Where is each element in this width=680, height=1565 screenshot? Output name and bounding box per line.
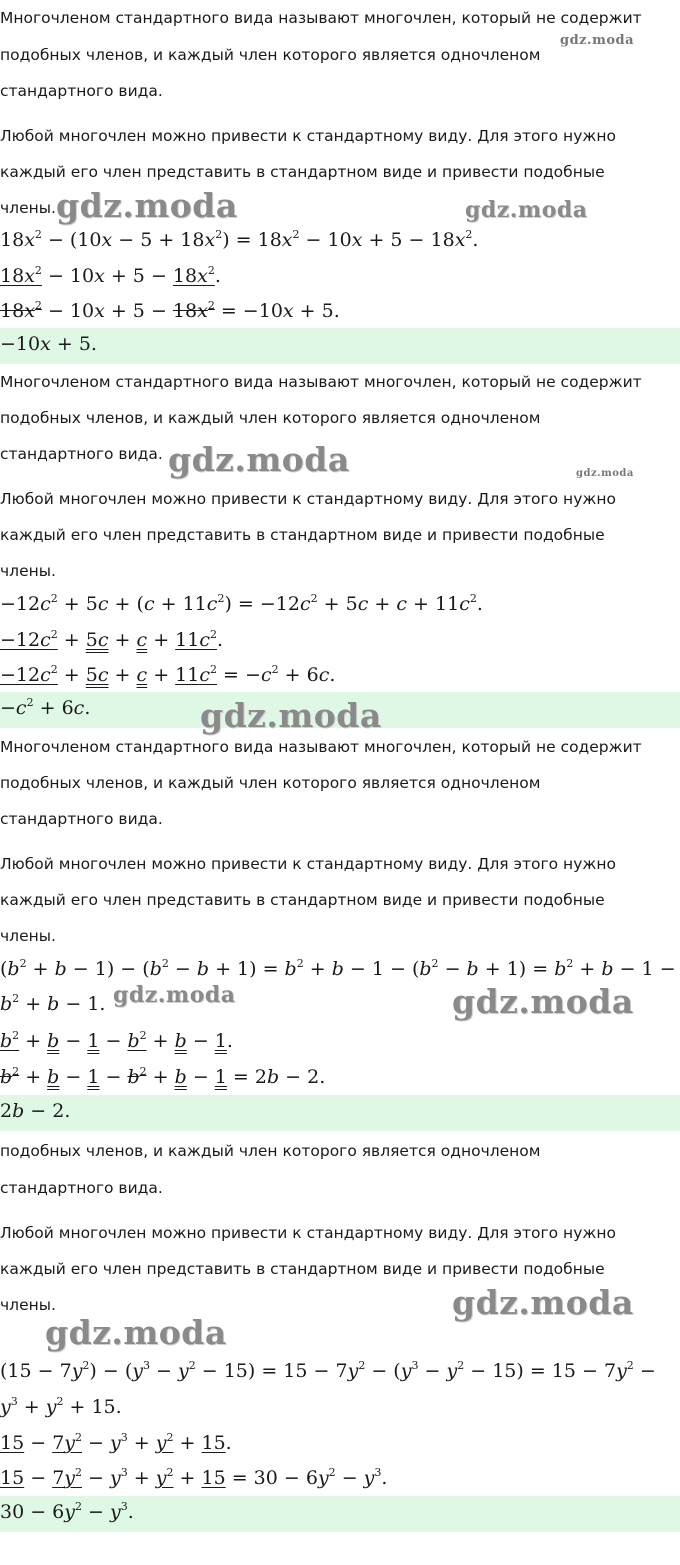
answer: −10x + 5. [0, 333, 97, 355]
definition-line-1: Многочленом стандартного вида называют многочлен, который не содержит [0, 738, 642, 756]
math-line: $(15 - 7y^2) - (y^3 - y^2 - 15) = 15 - 7y^2 - (y^3 - y^2 - 15) = 15 - 7y^2$ − [0, 1359, 656, 1382]
answer: $30 - 6y^2 - y^3$. [0, 1500, 134, 1523]
definition-line-3: стандартного вида. [0, 445, 163, 463]
rule-line-2: каждый его член представить в стандартном виде и привести подобные [0, 1260, 605, 1278]
rule-line-2: каждый его член представить в стандартном виде и привести подобные [0, 891, 605, 909]
watermark: gdz.moda [465, 197, 588, 223]
rule-line-2: каждый его член представить в стандартном виде и привести подобные [0, 526, 605, 544]
math-line: $b^2 + b - 1 - b^2 + b - 1 = 2b - 2$. [0, 1065, 326, 1088]
rule-line-3: члены. [0, 1296, 56, 1314]
definition-line-2: подобных членов, и каждый член которого является одночленом [0, 409, 541, 427]
watermark: gdz.moda [56, 186, 238, 225]
watermark: gdz.moda [200, 696, 382, 735]
math-line: $18x^2 - 10x + 5 - 18x^2$. [0, 264, 221, 287]
answer-box [0, 1496, 680, 1532]
rule-line-3: члены. [0, 927, 56, 945]
watermark: gdz.moda [560, 33, 635, 48]
definition-line-3: стандартного вида. [0, 1179, 163, 1197]
math-line: $b^2 + b - 1 - b^2 + b - 1$. [0, 1029, 233, 1052]
rule-line-2: каждый его член представить в стандартном виде и привести подобные [0, 163, 605, 181]
answer: $-c^2 + 6c$. [0, 696, 91, 719]
answer-box [0, 328, 680, 364]
math-line: $-12c^2 + 5c + (c + 11c^2) = -12c^2 + 5c + c + 11c^2$. [0, 592, 483, 615]
math-line: $15 - 7y^2 - y^3 + y^2 + 15 = 30 - 6y^2 - y^3$. [0, 1466, 388, 1489]
watermark: gdz.moda [576, 468, 634, 479]
definition-line-2: подобных членов, и каждый член которого является одночленом [0, 1142, 541, 1160]
rule-line-3: члены. [0, 199, 56, 217]
watermark: gdz.moda [452, 982, 634, 1021]
watermark: gdz.moda [168, 440, 350, 479]
definition-line-2: подобных членов, и каждый член которого является одночленом [0, 46, 541, 64]
rule-line-1: Любой многочлен можно привести к стандартному виду. Для этого нужно [0, 855, 616, 873]
math-line: $-12c^2 + 5c + c + 11c^2$. [0, 628, 224, 651]
definition-line-3: стандартного вида. [0, 82, 163, 100]
watermark: gdz.moda [452, 1283, 634, 1322]
math-line: $y^3 + y^2 + 15$. [0, 1395, 122, 1418]
math-line: $b^2 + b - 1$. [0, 992, 106, 1015]
definition-line-3: стандартного вида. [0, 810, 163, 828]
math-line: $15 - 7y^2 - y^3 + y^2 + 15$. [0, 1431, 232, 1454]
math-line: $(b^2 + b - 1) - (b^2 - b + 1) = b^2 + b - 1 - (b^2 - b + 1) = b^2 + b - 1$ − [0, 957, 676, 980]
math-line: $-12c^2 + 5c + c + 11c^2 = -c^2 + 6c$. [0, 663, 336, 686]
math-line: $18x^2 - 10x + 5 - 18x^2 = -10x + 5$. [0, 299, 340, 322]
rule-line-1: Любой многочлен можно привести к стандартному виду. Для этого нужно [0, 490, 616, 508]
math-line: $18x^2 - (10x - 5 + 18x^2) = 18x^2 - 10x + 5 - 18x^2$. [0, 228, 479, 251]
rule-line-3: члены. [0, 562, 56, 580]
definition-line-1: Многочленом стандартного вида называют многочлен, который не содержит [0, 373, 642, 391]
definition-line-2: подобных членов, и каждый член которого является одночленом [0, 774, 541, 792]
watermark: gdz.moda [45, 1313, 227, 1352]
watermark: gdz.moda [113, 982, 236, 1008]
answer: 2b − 2. [0, 1100, 71, 1122]
answer-box [0, 1095, 680, 1131]
rule-line-1: Любой многочлен можно привести к стандартному виду. Для этого нужно [0, 1224, 616, 1242]
definition-line-1: Многочленом стандартного вида называют многочлен, который не содержит [0, 9, 642, 27]
rule-line-1: Любой многочлен можно привести к стандартному виду. Для этого нужно [0, 127, 616, 145]
